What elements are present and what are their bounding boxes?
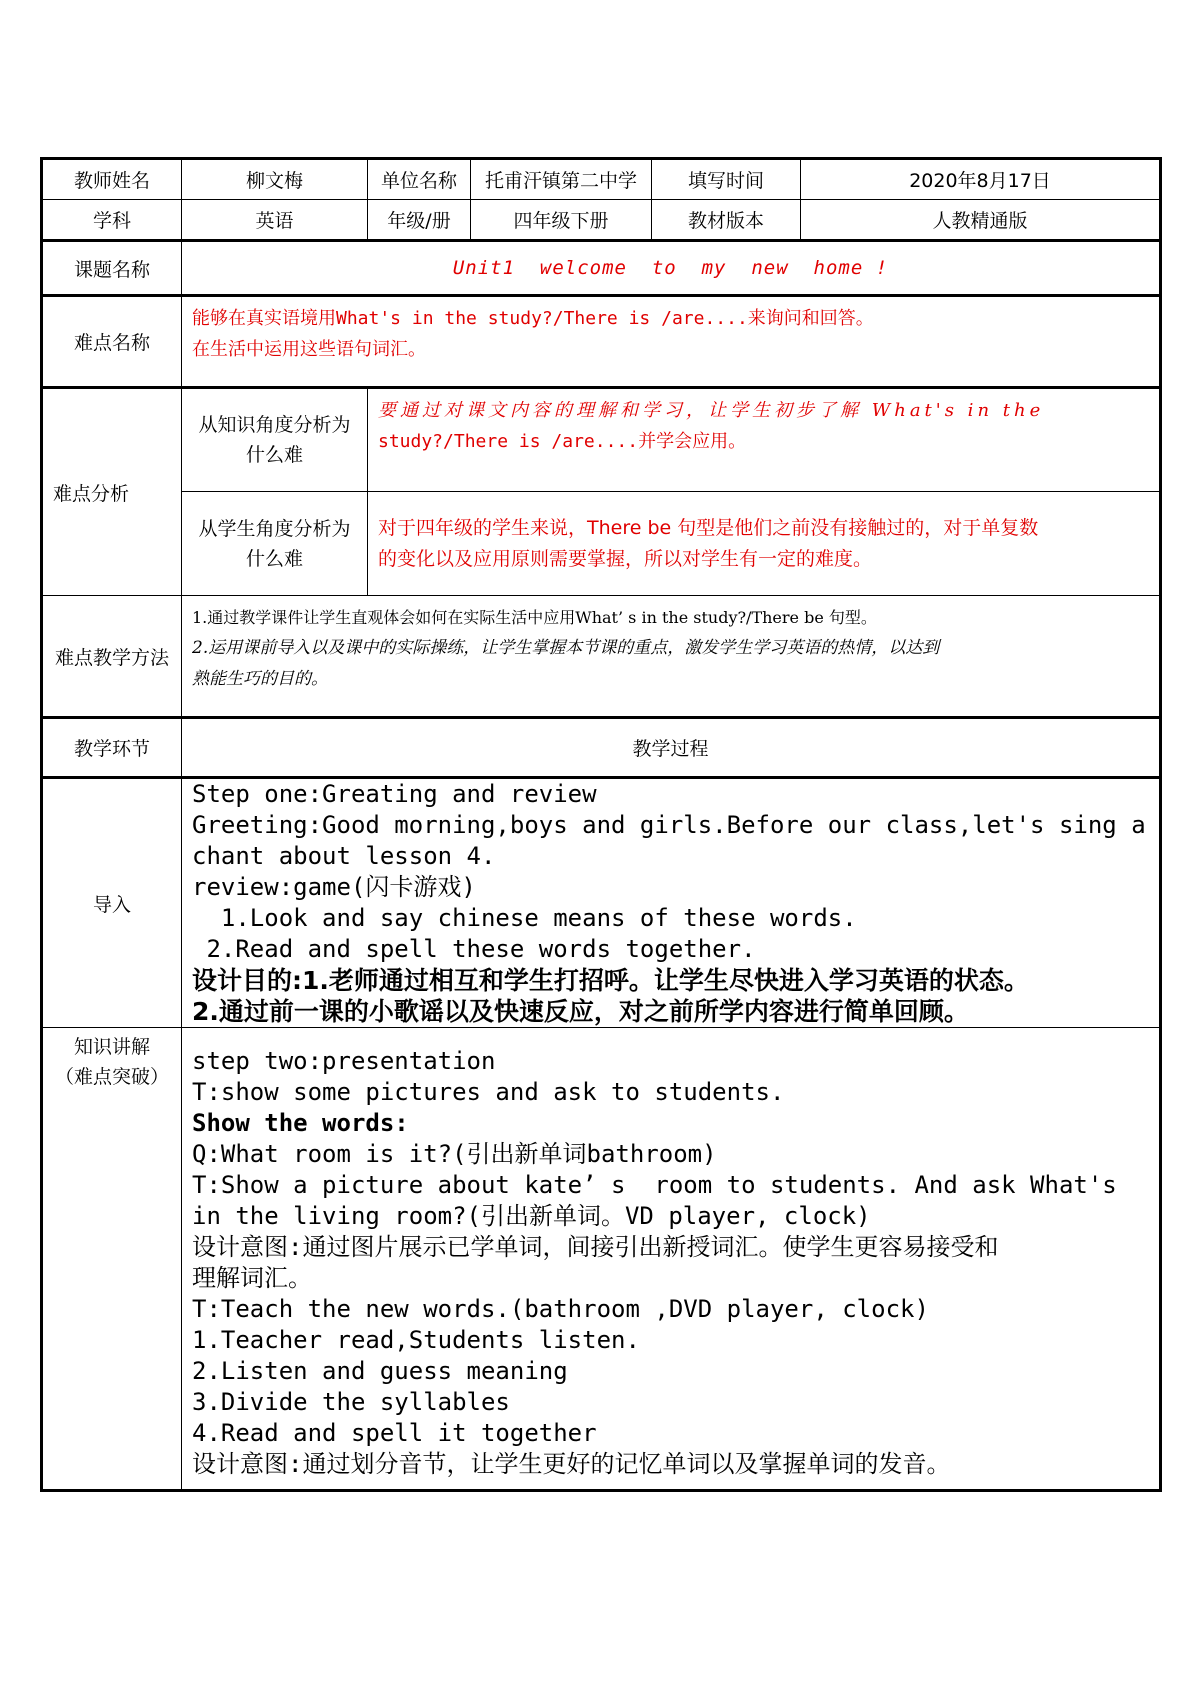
knowledge-line-11-text: 2.Listen and guess meaning — [192, 1357, 568, 1385]
intro-purpose-1: 设计目的:1.老师通过相互和学生打招呼。让学生尽快进入学习英语的状态。 — [192, 966, 1029, 995]
subject-label: 学科 — [42, 200, 182, 241]
knowledge-label-line-2: （难点突破） — [54, 1066, 169, 1088]
knowledge-label — [42, 1028, 182, 1491]
grade-label: 年级/册 — [368, 200, 471, 241]
intro-label: 导入 — [42, 778, 182, 1028]
difficulty-line-2: 在生活中运用这些语句词汇。 — [192, 339, 426, 360]
intro-purpose-2: 2.通过前一课的小歌谣以及快速反应，对之前所学内容进行简单回顾。 — [192, 997, 969, 1026]
knowledge-line-6-text: in the living room?(引出新单词。VD player, clock) — [192, 1202, 871, 1230]
date-label: 填写时间 — [652, 159, 801, 200]
knowledge-line-5-text: T:Show a picture about kate’ s room to students. And ask What's — [192, 1171, 1117, 1199]
intro-content — [182, 778, 1161, 1028]
stage-header: 教学环节 — [42, 718, 182, 778]
method-line-3: 熟能生巧的目的。 — [192, 669, 328, 689]
knowledge-line-7-text: 设计意图:通过图片展示已学单词，间接引出新授词汇。使学生更容易接受和 — [192, 1233, 999, 1261]
knowledge-line-9-text: T:Teach the new words.(bathroom ,DVD player, clock) — [192, 1295, 929, 1323]
knowledge-angle-label: 从知识角度分析为什么难 — [182, 388, 368, 492]
difficulty-line-1: 能够在真实语境用What's in the study?/There is /are....来询问和回答。 — [192, 308, 874, 329]
lesson-plan-table — [40, 157, 1162, 1492]
subject-value: 英语 — [182, 200, 368, 241]
intro-line-6: 2.Read and spell these words together. — [192, 935, 756, 963]
method-content — [182, 596, 1161, 718]
teacher-label: 教师姓名 — [42, 159, 182, 200]
topic-label: 课题名称 — [42, 241, 182, 296]
method-line-1: 1.通过教学课件让学生直观体会如何在实际生活中应用What’ s in the study?/There be 句型。 — [192, 608, 877, 627]
knowledge-line-2-text: T:show some pictures and ask to students. — [192, 1078, 785, 1106]
student-angle-content — [368, 492, 1161, 596]
intro-line-1: Step one:Greating and review — [192, 780, 597, 808]
knowledge-line-8-text: 理解词汇。 — [192, 1264, 312, 1292]
unit-label: 单位名称 — [368, 159, 471, 200]
method-label: 难点教学方法 — [42, 596, 182, 718]
student-angle-label: 从学生角度分析为什么难 — [182, 492, 368, 596]
difficulty-content — [182, 296, 1161, 388]
date-value: 2020年8月17日 — [801, 159, 1161, 200]
unit-value: 托甫汗镇第二中学 — [471, 159, 652, 200]
student-line-1: 对于四年级的学生来说，There be 句型是他们之前没有接触过的，对于单复数 — [378, 516, 1039, 539]
student-line-2: 的变化以及应用原则需要掌握，所以对学生有一定的难度。 — [378, 547, 873, 570]
intro-line-2: Greeting:Good morning,boys and girls.Before our class,let's sing a — [192, 811, 1146, 839]
knowledge-line-1: 要通过对课文内容的理解和学习，让学生初步了解 What's in the — [378, 400, 1045, 421]
method-line-2: 2.运用课前导入以及课中的实际操练，让学生掌握本节课的重点，激发学生学习英语的热情，以达到 — [192, 638, 940, 658]
intro-line-5: 1.Look and say chinese means of these words. — [192, 904, 857, 932]
process-header: 教学过程 — [182, 718, 1161, 778]
textbook-value: 人教精通版 — [801, 200, 1161, 241]
topic-value: Unit1 welcome to my new home ! — [182, 241, 1161, 296]
knowledge-label-line-1: 知识讲解 — [73, 1036, 150, 1058]
knowledge-line-1-text: step two:presentation — [192, 1047, 496, 1075]
knowledge-line-13-text: 4.Read and spell it together — [192, 1419, 597, 1447]
teacher-value: 柳文梅 — [182, 159, 368, 200]
difficulty-label: 难点名称 — [42, 296, 182, 388]
knowledge-line-4-text: Q:What room is it?(引出新单词bathroom) — [192, 1140, 717, 1168]
knowledge-line-14-text: 设计意图:通过划分音节，让学生更好的记忆单词以及掌握单词的发音。 — [192, 1450, 951, 1478]
knowledge-line-12-text: 3.Divide the syllables — [192, 1388, 510, 1416]
knowledge-line-10-text: 1.Teacher read,Students listen. — [192, 1326, 640, 1354]
knowledge-line-3-text: Show the words: — [192, 1109, 409, 1137]
intro-line-4: review:game(闪卡游戏) — [192, 873, 476, 901]
textbook-label: 教材版本 — [652, 200, 801, 241]
knowledge-line-2: study?/There is /are....并学会应用。 — [378, 431, 747, 452]
knowledge-content — [182, 1028, 1161, 1491]
intro-line-3: chant about lesson 4. — [192, 842, 496, 870]
grade-value: 四年级下册 — [471, 200, 652, 241]
knowledge-angle-content — [368, 388, 1161, 492]
analysis-label: 难点分析 — [42, 388, 182, 596]
